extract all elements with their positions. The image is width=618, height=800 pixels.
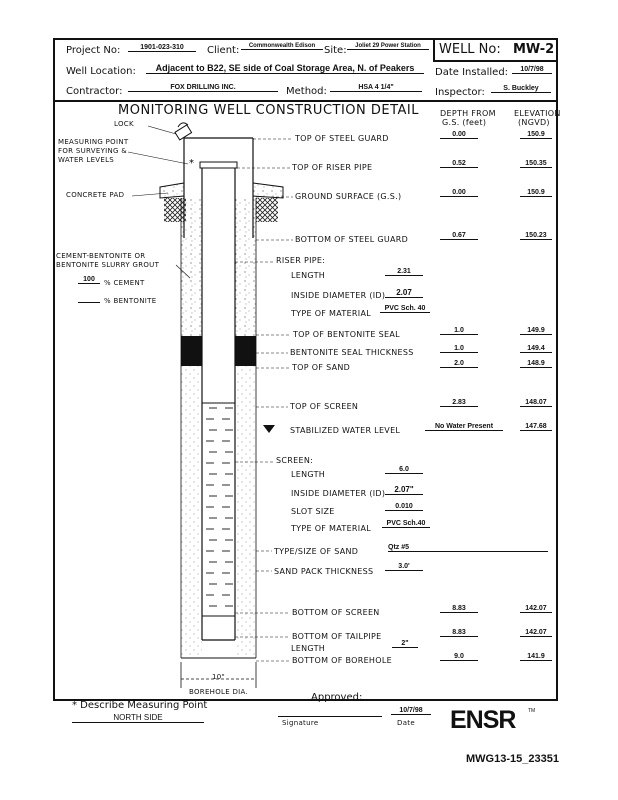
row-depth: 2.0 <box>440 360 478 368</box>
row-label: BOTTOM OF STEEL GUARD <box>295 235 409 244</box>
row-label: BOTTOM OF SCREEN <box>292 608 380 617</box>
lock-icon <box>175 123 192 140</box>
screen-id-value: 2.07" <box>385 485 423 495</box>
row-label: GROUND SURFACE (G.S.) <box>295 192 402 201</box>
bentonite-seal-right <box>235 336 256 366</box>
contractor-label: Contractor: <box>66 86 123 97</box>
row-elevation: 147.68 <box>520 423 552 431</box>
date-label: Date <box>397 719 415 727</box>
riser-title: RISER PIPE: <box>276 256 326 265</box>
location-value: Adjacent to B22, SE side of Coal Storage Area, N. of Peakers <box>146 63 424 74</box>
detail-title: MONITORING WELL CONSTRUCTION DETAIL <box>118 103 420 118</box>
row-elevation: 150.9 <box>520 189 552 197</box>
project-label: Project No: <box>66 45 121 56</box>
row-elevation: 149.4 <box>520 345 552 353</box>
depth-header-2: G.S. (feet) <box>442 118 487 127</box>
riser-id-label: INSIDE DIAMETER (ID) <box>291 291 386 300</box>
riser-material-label: TYPE OF MATERIAL <box>291 309 371 318</box>
riser-material-value: PVC Sch. 40 <box>380 305 430 313</box>
ensr-logo: ENSR <box>450 706 516 734</box>
inspector-value: S. Buckley <box>491 85 551 93</box>
ensr-tm: TM <box>528 708 536 714</box>
row-elevation: 142.07 <box>520 629 552 637</box>
screen-id-label: INSIDE DIAMETER (ID) <box>291 489 386 498</box>
borehole-label: BOREHOLE DIA. <box>189 688 249 696</box>
cement-pct: 100 <box>78 276 100 284</box>
grout-label-1: CEMENT-BENTONITE OR <box>56 252 146 260</box>
row-label: TOP OF STEEL GUARD <box>295 134 389 143</box>
project-value: 1901-023-310 <box>128 44 196 52</box>
riser-length-label: LENGTH <box>291 271 326 280</box>
method-label: Method: <box>286 86 327 97</box>
row-depth: 9.0 <box>440 653 478 661</box>
sand-pack-value: 3.0' <box>385 563 423 571</box>
row-depth: No Water Present <box>425 423 503 431</box>
row-label: BENTONITE SEAL THICKNESS <box>290 348 414 357</box>
row-label: TOP OF RISER PIPE <box>292 163 373 172</box>
cement-label: % CEMENT <box>104 279 145 287</box>
soil-hatch-right <box>256 198 278 222</box>
client-value: Commonwealth Edison <box>241 43 323 50</box>
water-level-icon <box>263 425 275 433</box>
borehole-width: 10" <box>212 673 226 681</box>
describe-label: * Describe Measuring Point <box>72 700 208 711</box>
row-elevation: 148.07 <box>520 399 552 407</box>
method-value: HSA 4 1/4" <box>330 84 422 92</box>
row-elevation: 150.23 <box>520 232 552 240</box>
date-value: 10/7/98 <box>391 707 431 715</box>
bentonite-pct <box>78 294 100 303</box>
riser-pipe <box>200 162 237 640</box>
depth-header-1: DEPTH FROM <box>440 109 496 118</box>
site-label: Site: <box>324 45 347 56</box>
grout-right <box>235 198 256 336</box>
concrete-pad <box>160 183 283 198</box>
signature-label: Signature <box>282 719 319 727</box>
installed-value: 10/7/98 <box>512 66 552 74</box>
row-label: TOP OF SAND <box>292 363 351 372</box>
row-elevation: 142.07 <box>520 605 552 613</box>
row-depth: 0.52 <box>440 160 478 168</box>
inspector-label: Inspector: <box>435 87 485 98</box>
row-label: BOTTOM OF TAILPIPE <box>292 632 382 641</box>
elev-header-2: (NGVD) <box>518 118 550 127</box>
screen-title: SCREEN: <box>276 456 314 465</box>
measuring-point-asterisk: * <box>189 158 194 169</box>
well-label: WELL No: <box>439 42 501 57</box>
screen-length-value: 6.0 <box>385 466 423 474</box>
site-value: Joliet 29 Power Station <box>347 43 429 50</box>
row-depth: 8.83 <box>440 629 478 637</box>
elev-header-1: ELEVATION <box>514 109 561 118</box>
row-depth: 0.67 <box>440 232 478 240</box>
screen-slot-label: SLOT SIZE <box>291 507 335 516</box>
signature-line <box>278 716 382 717</box>
row-label: TOP OF BENTONITE SEAL <box>293 330 400 339</box>
screen-slot-value: 0.010 <box>385 503 423 511</box>
row-label: BOTTOM OF BOREHOLE <box>292 656 392 665</box>
row-label: TOP OF SCREEN <box>290 402 359 411</box>
screen-material-value: PVC Sch.40 <box>382 520 430 528</box>
sand-type-value: Qtz #5 <box>388 544 548 552</box>
row-elevation: 148.9 <box>520 360 552 368</box>
row-elevation: 149.9 <box>520 327 552 335</box>
row-elevation: 150.9 <box>520 131 552 139</box>
contractor-value: FOX DRILLING INC. <box>128 84 278 92</box>
row-label: STABILIZED WATER LEVEL <box>290 426 401 435</box>
lock-label: LOCK <box>114 120 134 128</box>
row-depth: 0.00 <box>440 189 478 197</box>
screen-length-label: LENGTH <box>291 470 326 479</box>
row-depth: 0.00 <box>440 131 478 139</box>
installed-label: Date Installed: <box>435 67 509 78</box>
well-value: MW-2 <box>513 42 555 57</box>
row-elevation: 141.9 <box>520 653 552 661</box>
row-depth: 1.0 <box>440 327 478 335</box>
grout-left <box>181 198 202 336</box>
tailpipe-length-value: 2" <box>392 640 418 648</box>
concrete-label: CONCRETE PAD <box>66 191 125 199</box>
document-id: MWG13-15_23351 <box>466 753 559 765</box>
bentonite-label: % BENTONITE <box>104 297 157 305</box>
tailpipe-length-label: LENGTH <box>291 644 326 653</box>
measuring-label-2: FOR SURVEYING & <box>58 147 128 155</box>
bentonite-seal-left <box>181 336 202 366</box>
sand-right <box>235 366 256 658</box>
grout-label-2: BENTONITE SLURRY GROUT <box>56 261 160 269</box>
location-label: Well Location: <box>66 66 136 77</box>
sand-pack-label: SAND PACK THICKNESS <box>274 567 374 576</box>
row-depth: 8.83 <box>440 605 478 613</box>
sand-type-label: TYPE/SIZE OF SAND <box>274 547 359 556</box>
screen-material-label: TYPE OF MATERIAL <box>291 524 371 533</box>
measuring-point-value: NORTH SIDE <box>72 713 204 723</box>
measuring-label-3: WATER LEVELS <box>58 156 115 164</box>
riser-length-value: 2.31 <box>385 268 423 276</box>
riser-id-value: 2.07 <box>385 288 423 298</box>
row-depth: 1.0 <box>440 345 478 353</box>
row-depth: 2.83 <box>440 399 478 407</box>
client-label: Client: <box>207 45 240 56</box>
approved-label: Approved: <box>311 692 363 703</box>
measuring-label-1: MEASURING POINT <box>58 138 129 146</box>
row-elevation: 150.35 <box>520 160 552 168</box>
sand-left <box>181 366 202 658</box>
screen-slots <box>202 403 235 616</box>
